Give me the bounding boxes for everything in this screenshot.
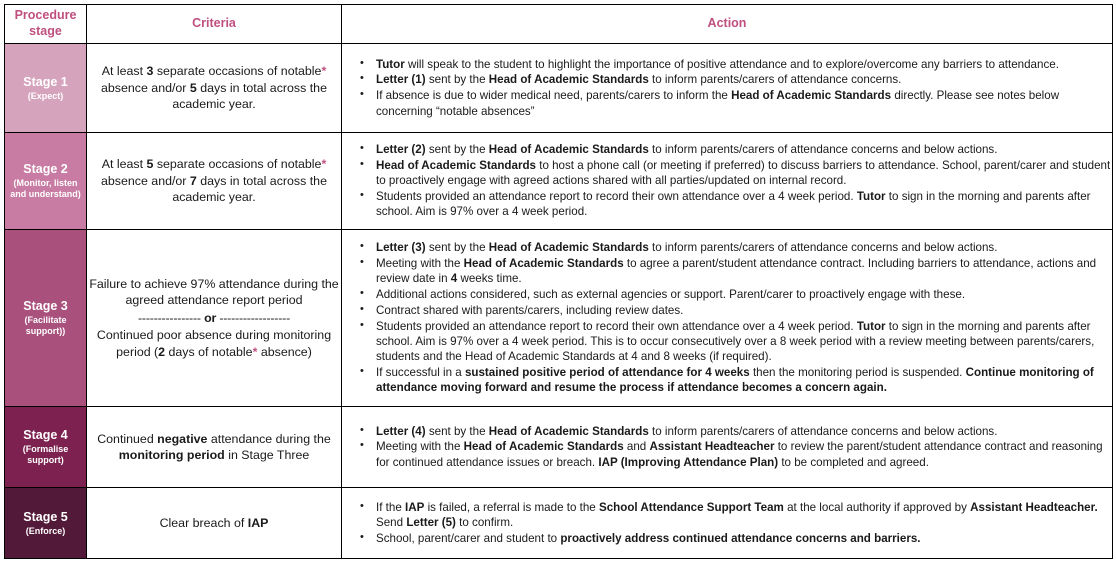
stage-cell-1 (5, 44, 87, 133)
emphasis-text: * (252, 344, 258, 359)
stage-subtitle: (Enforce) (25, 525, 66, 536)
plain-text: Send (376, 515, 407, 529)
emphasis-text: Letter (5) (406, 515, 456, 529)
header-stage-line2: stage (29, 24, 62, 38)
action-list-item (376, 240, 1112, 255)
plain-text: then the monitoring period is suspended. (749, 365, 966, 379)
emphasis-text: 7 (189, 173, 197, 188)
stage-title: Stage 2 (23, 162, 68, 177)
plain-text: attendance during the (207, 431, 331, 446)
action-list-item (376, 319, 1112, 365)
action-list-item (376, 256, 1112, 287)
table-header-row (5, 5, 1113, 44)
table-row (5, 407, 1113, 488)
plain-text: Contract shared with parents/carers, including review dates. (376, 303, 684, 317)
attendance-procedure-table (4, 4, 1113, 559)
criteria-cell-5 (87, 488, 342, 559)
plain-text: to sign in the morning and parents after school. Aim is 97% over a 4 week period. (376, 189, 1091, 219)
stage-cell-2 (5, 133, 87, 230)
column-header-action: Action (342, 5, 1113, 44)
action-cell-5 (342, 488, 1113, 559)
emphasis-text: 2 (158, 344, 166, 359)
action-list-item (376, 439, 1112, 470)
criteria-line-3 (97, 328, 331, 359)
emphasis-text: * (321, 64, 327, 79)
plain-text: to inform parents/carers of attendance concerns and below actions. (648, 143, 998, 156)
action-list-item (376, 88, 1112, 119)
criteria-or-separator (87, 310, 341, 327)
action-list (342, 57, 1112, 119)
plain-text: and (623, 440, 650, 454)
plain-text: to confirm. (455, 515, 514, 529)
plain-text: to inform parents/carers of attendance concerns and below actions. (648, 424, 998, 438)
plain-text: to sign in the morning and parents after school. Aim is 97% over a 4 week period. This is to occur consecutively over a 8 week period with a review meeting between parents/carers, students and the Head of Academic Standards at 4 and 8 weeks (if required). (376, 319, 1095, 364)
criteria-cell-4 (87, 407, 342, 488)
action-list-item (376, 287, 1112, 302)
emphasis-text: Letter (1) (376, 73, 426, 87)
table-row (5, 133, 1113, 230)
emphasis-text: Continue monitoring of attendance moving forward and resume the process if attendance becomes a concern again. (376, 365, 1094, 395)
plain-text: If the (376, 500, 406, 514)
emphasis-text: Head of Academic Standards (488, 424, 649, 438)
plain-text: separate occasions of notable (153, 157, 322, 172)
emphasis-text: proactively address continued attendance concerns and barriers. (560, 531, 921, 545)
emphasis-text: Head of Academic Standards (731, 89, 892, 103)
plain-text: Students provided an attendance report to record their own attendance over a 4 week period. (376, 319, 857, 333)
plain-text: days of notable (165, 344, 253, 359)
plain-text: absence and/or (101, 80, 190, 95)
action-list-item (376, 531, 1112, 546)
table-row (5, 488, 1113, 559)
criteria-text (97, 432, 331, 463)
plain-text: At least (101, 157, 147, 172)
stage-title: Stage 5 (23, 509, 68, 524)
table-row (5, 44, 1113, 133)
emphasis-text: School Attendance Support Team (598, 500, 784, 514)
table-row (5, 230, 1113, 407)
table-body (5, 5, 1113, 559)
plain-text: School, parent/carer and student to (376, 531, 561, 545)
action-list-item (376, 57, 1112, 72)
plain-text: to review the parent/student attendance contract and reasoning for continued attendance issues or breach. (376, 440, 1103, 469)
emphasis-text: 5 (146, 157, 154, 172)
emphasis-text: Tutor (376, 57, 405, 71)
emphasis-text: * (321, 157, 327, 172)
criteria-cell-1 (87, 44, 342, 133)
plain-text: sent by the (425, 241, 489, 255)
plain-text: days in total across the academic year. (172, 80, 327, 112)
action-cell-1 (342, 44, 1113, 133)
emphasis-text: negative (157, 431, 208, 446)
action-list-item (376, 158, 1112, 189)
criteria-cell-2 (87, 133, 342, 230)
action-cell-3 (342, 230, 1113, 407)
plain-text: absence) (257, 344, 312, 359)
emphasis-text: Head of Academic Standards (376, 158, 536, 172)
plain-text: at the local authority if approved by (783, 500, 971, 514)
plain-text: days in total across the academic year. (172, 173, 327, 205)
emphasis-text: Assistant Headteacher (649, 440, 775, 454)
header-stage-line1: Procedure (14, 8, 77, 23)
emphasis-text: Head of Academic Standards (463, 256, 624, 270)
plain-text: to agree a parent/student attendance contract. Including barriers to attendance, actions and review date in (376, 256, 1097, 286)
or-word: or (204, 310, 217, 325)
plain-text: will speak to the student to highlight the importance of positive attendance and to explore/overcome any barriers to attendance. (404, 57, 1059, 71)
emphasis-text: Letter (4) (376, 424, 426, 438)
emphasis-text: 3 (146, 64, 154, 79)
or-dashes-right: ------------------ (219, 310, 290, 325)
action-list (342, 240, 1112, 395)
action-list-item (376, 500, 1112, 531)
action-cell-4 (342, 407, 1113, 488)
plain-text: to inform parents/carers of attendance concerns. (648, 73, 902, 87)
plain-text: sent by the (425, 424, 489, 438)
plain-text: At least (101, 64, 147, 79)
column-header-criteria: Criteria (87, 5, 342, 44)
criteria-line-1: Failure to achieve 97% attendance during the agreed attendance report period (89, 276, 339, 308)
plain-text: directly. Please see notes below concerning “notable absences” (376, 89, 1060, 118)
emphasis-text: Head of Academic Standards (488, 73, 649, 87)
plain-text: in Stage Three (224, 448, 310, 462)
plain-text: sent by the (425, 73, 489, 87)
emphasis-text: Tutor (856, 189, 886, 203)
emphasis-text: IAP (405, 500, 425, 514)
emphasis-text: Head of Academic Standards (463, 440, 624, 454)
plain-text: Additional actions considered, such as external agencies or support. Parent/carer to proactively engage with these. (376, 287, 966, 301)
plain-text: sent by the (425, 143, 489, 156)
emphasis-text: 5 (189, 80, 197, 95)
plain-text: weeks time. (457, 272, 522, 286)
action-list-item (376, 365, 1112, 396)
plain-text: to inform parents/carers of attendance concerns and below actions. (648, 241, 998, 255)
criteria-text (101, 64, 327, 111)
action-list-item (376, 189, 1112, 220)
action-list (342, 500, 1112, 546)
stage-subtitle: (Monitor, listen and understand) (10, 178, 81, 199)
plain-text: Clear breach of (159, 515, 248, 530)
criteria-text (160, 516, 269, 530)
stage-subtitle: (Expect) (27, 90, 64, 101)
emphasis-text: 4 (450, 272, 458, 286)
stage-subtitle: (Formalise support) (22, 444, 69, 465)
plain-text: is failed, a referral is made to the (424, 500, 599, 514)
stage-title: Stage 4 (23, 428, 68, 443)
stage-title: Stage 1 (23, 74, 68, 89)
emphasis-text: IAP (247, 515, 269, 530)
criteria-cell-3 (87, 230, 342, 407)
emphasis-text: Head of Academic Standards (488, 143, 649, 156)
emphasis-text: monitoring period (118, 448, 225, 462)
plain-text: If successful in a (376, 365, 465, 379)
action-list-item (376, 303, 1112, 318)
stage-cell-5 (5, 488, 87, 559)
attendance-procedure-page (0, 4, 1116, 580)
emphasis-text: Letter (2) (376, 143, 426, 156)
stage-title: Stage 3 (23, 299, 68, 314)
emphasis-text: sustained positive period of attendance for 4 weeks (464, 365, 750, 379)
plain-text: Students provided an attendance report to record their own attendance over a 4 week period. (376, 189, 857, 203)
criteria-text (101, 157, 327, 204)
action-list (342, 142, 1112, 219)
plain-text: to be completed and agreed. (778, 455, 929, 469)
action-list (342, 424, 1112, 470)
plain-text: Meeting with the (376, 256, 464, 270)
stage-cell-3 (5, 230, 87, 407)
action-list-item (376, 72, 1112, 87)
plain-text: If absence is due to wider medical need, parents/carers to inform the (376, 89, 732, 103)
action-list-item (376, 424, 1112, 439)
emphasis-text: Tutor (856, 319, 886, 333)
emphasis-text: IAP (Improving Attendance Plan) (598, 455, 779, 469)
column-header-procedure-stage (5, 5, 87, 44)
plain-text: absence and/or (101, 173, 190, 188)
emphasis-text: Assistant Headteacher. (970, 500, 1098, 514)
plain-text: separate occasions of notable (153, 64, 322, 79)
emphasis-text: Letter (3) (376, 241, 426, 255)
plain-text: Continued (97, 431, 158, 446)
plain-text: Continued poor absence during monitoring period ( (96, 328, 332, 359)
stage-subtitle: (Facilitate support)) (24, 315, 67, 336)
emphasis-text: Head of Academic Standards (488, 241, 649, 255)
action-cell-2 (342, 133, 1113, 230)
plain-text: to host a phone call (or meeting if preferred) to discuss barriers to attendance. School, parent/carer and student to proactively engage with agreed actions shared with all parties/updated on internal record. (376, 158, 1111, 188)
plain-text: Meeting with the (376, 440, 464, 454)
or-dashes-left: ---------------- (138, 310, 201, 325)
action-list-item (376, 142, 1112, 157)
stage-cell-4 (5, 407, 87, 488)
